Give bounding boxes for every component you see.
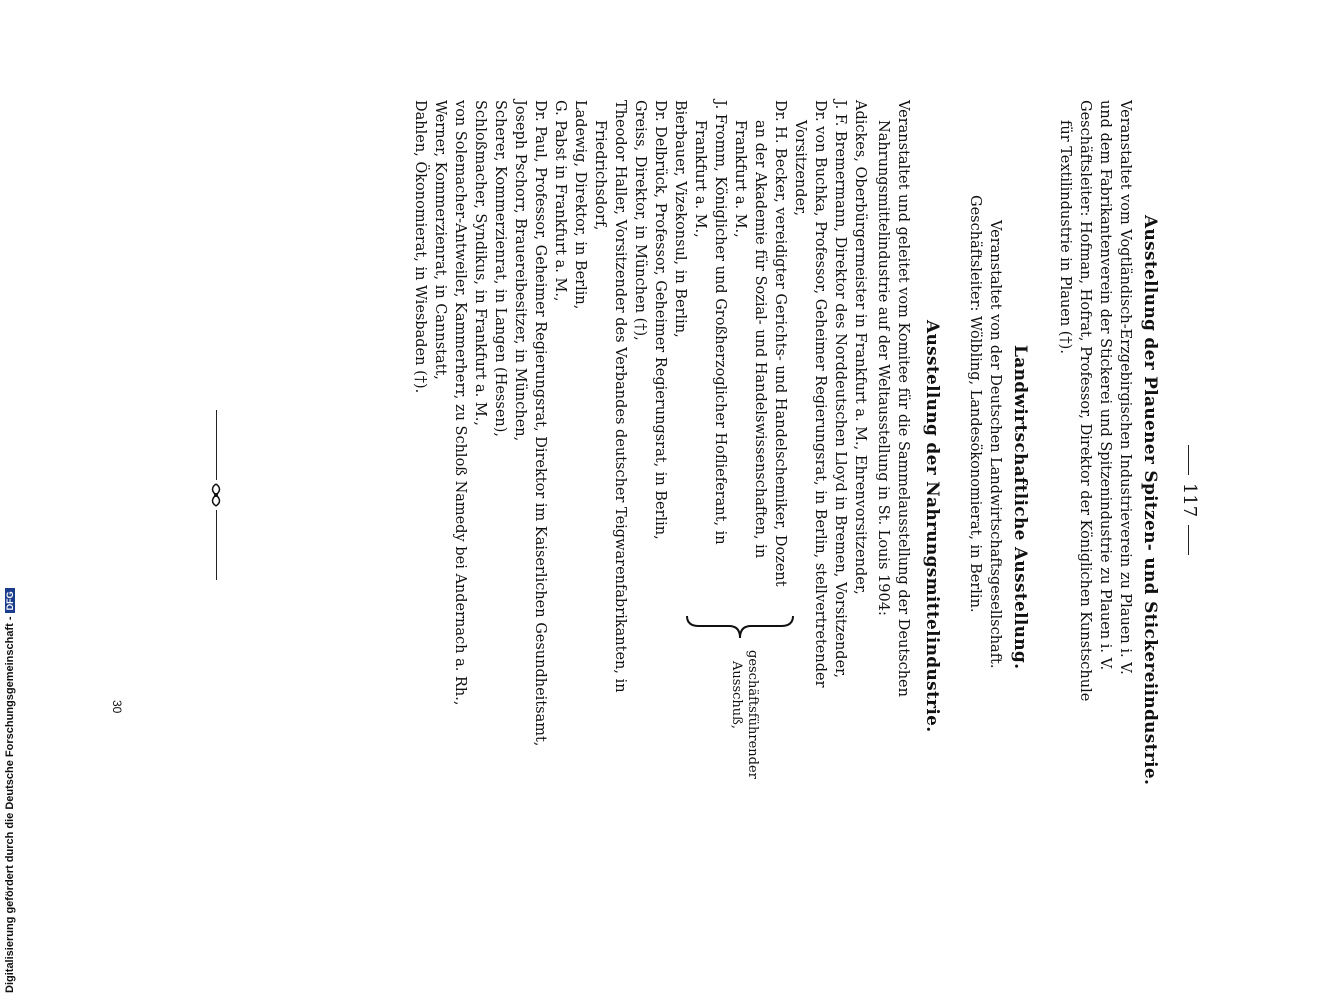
text-line: Dr. Paul, Professor, Geheimer Regierungsrat, Direktor im Kaiserlichen Gesundheitsamt,: [532, 100, 548, 747]
text-line: Geschäftsleiter: Hofman, Hofrat, Professor, Direktor der Königlichen Kunstschule: [1077, 100, 1093, 702]
text-line: Ladewig, Direktor, in Berlin,: [572, 100, 588, 310]
text-line: Veranstaltet und geleitet vom Komitee für die Sammelausstellung der Deutschen: [895, 100, 911, 697]
rule-left: [1189, 445, 1190, 475]
text-line: Theodor Haller, Vorsitzender des Verbandes deutscher Teigwarenfabrikanten, in: [612, 100, 628, 693]
curly-brace-icon: [685, 612, 795, 642]
page-number-text: 117: [1179, 482, 1200, 518]
text-line: Dr. H. Becker, vereidigter Gerichts- und Handelschemiker, Dozent: [772, 100, 788, 587]
rotated-page: [200, 10, 1200, 970]
text-line: Frankfurt a. M.,: [732, 120, 748, 238]
text-line: Vorsitzender,: [792, 120, 808, 217]
text-line: für Textilindustrie in Plauen (†).: [1057, 120, 1073, 354]
dfg-logo: DFG: [5, 588, 15, 613]
rule-right: [1189, 525, 1190, 555]
text-line: Schloßmacher, Syndikus, in Frankfurt a. M.,: [472, 100, 488, 426]
text-line: Dr. Delbrück, Professor, Geheimer Regierungsrat, in Berlin,: [652, 100, 668, 540]
section-heading: Landwirtschaftliche Ausstellung.: [1010, 345, 1030, 670]
brace-note: geschäftsführender Ausschuß,: [729, 650, 760, 779]
text-line: Werner, Kommerzienrat, in Cannstatt,: [432, 100, 448, 380]
sheet-number: 30: [110, 700, 124, 714]
text-line: Nahrungsmittelindustrie auf der Weltausstellung in St. Louis 1904:: [875, 120, 891, 616]
text-line: J. Fromm, Königlicher und Großherzoglicher Hoflieferant, in: [712, 100, 728, 545]
text-line: G. Pabst in Frankfurt a. M.,: [552, 100, 568, 302]
digitization-credit: [4, 584, 16, 993]
text-line: Joseph Pschorr, Brauereibesitzer, in München,: [512, 100, 528, 442]
text-line: Greiss, Direktor, in München (†),: [632, 100, 648, 341]
text-line: Frankfurt a. M.,: [692, 120, 708, 238]
section-heading: Ausstellung der Plauener Spitzen- und Stickereiindustrie.: [1140, 215, 1160, 786]
text-line: Adickes, Oberbürgermeister in Frankfurt a. M., Ehrenvorsitzender,: [852, 100, 868, 595]
flourish-icon: [207, 482, 225, 508]
text-line: Scherer, Kommerzienrat, in Langen (Hessen),: [492, 100, 508, 438]
text-line: Dahlen, Ökonomierat, in Wiesbaden (†).: [412, 100, 428, 394]
text-line: Veranstaltet von der Deutschen Landwirtschaftsgesellschaft.: [987, 220, 1003, 669]
section-heading: Ausstellung der Nahrungsmittelindustrie.: [922, 320, 942, 733]
text-line: Bierbauer, Vizekonsul, in Berlin,: [672, 100, 688, 338]
text-line: und dem Fabrikantenverein der Stickerei und Spitzenindustrie zu Plauen i. V.: [1097, 100, 1113, 671]
text-line: an der Akademie für Sozial- und Handelswissenschaften, in: [752, 120, 768, 559]
credit-text: Digitalisierung gefördert durch die Deutsche Forschungsgemeinschaft -: [4, 616, 16, 993]
text-line: Geschäftsleiter: Wölbling, Landesökonomierat, in Berlin.: [967, 195, 983, 613]
text-line: J. F. Bremermann, Direktor des Norddeutschen Lloyd in Bremen, Vorsitzender,: [832, 100, 848, 679]
text-line: von Solemacher-Antweiler, Kammerherr, zu Schloß Namedy bei Andernach a. Rh.,: [452, 100, 468, 706]
text-line: Friedrichsdorf,: [592, 120, 608, 231]
ornament-divider: [207, 410, 225, 580]
page-number: [1179, 400, 1200, 600]
text-line: Dr. von Buchka, Professor, Geheimer Regierungsrat, in Berlin, stellvertretender: [812, 100, 828, 688]
text-line: Veranstaltet vom Vogtländisch-Erzgebirgischen Industrieverein zu Plauen i. V.: [1117, 100, 1133, 675]
